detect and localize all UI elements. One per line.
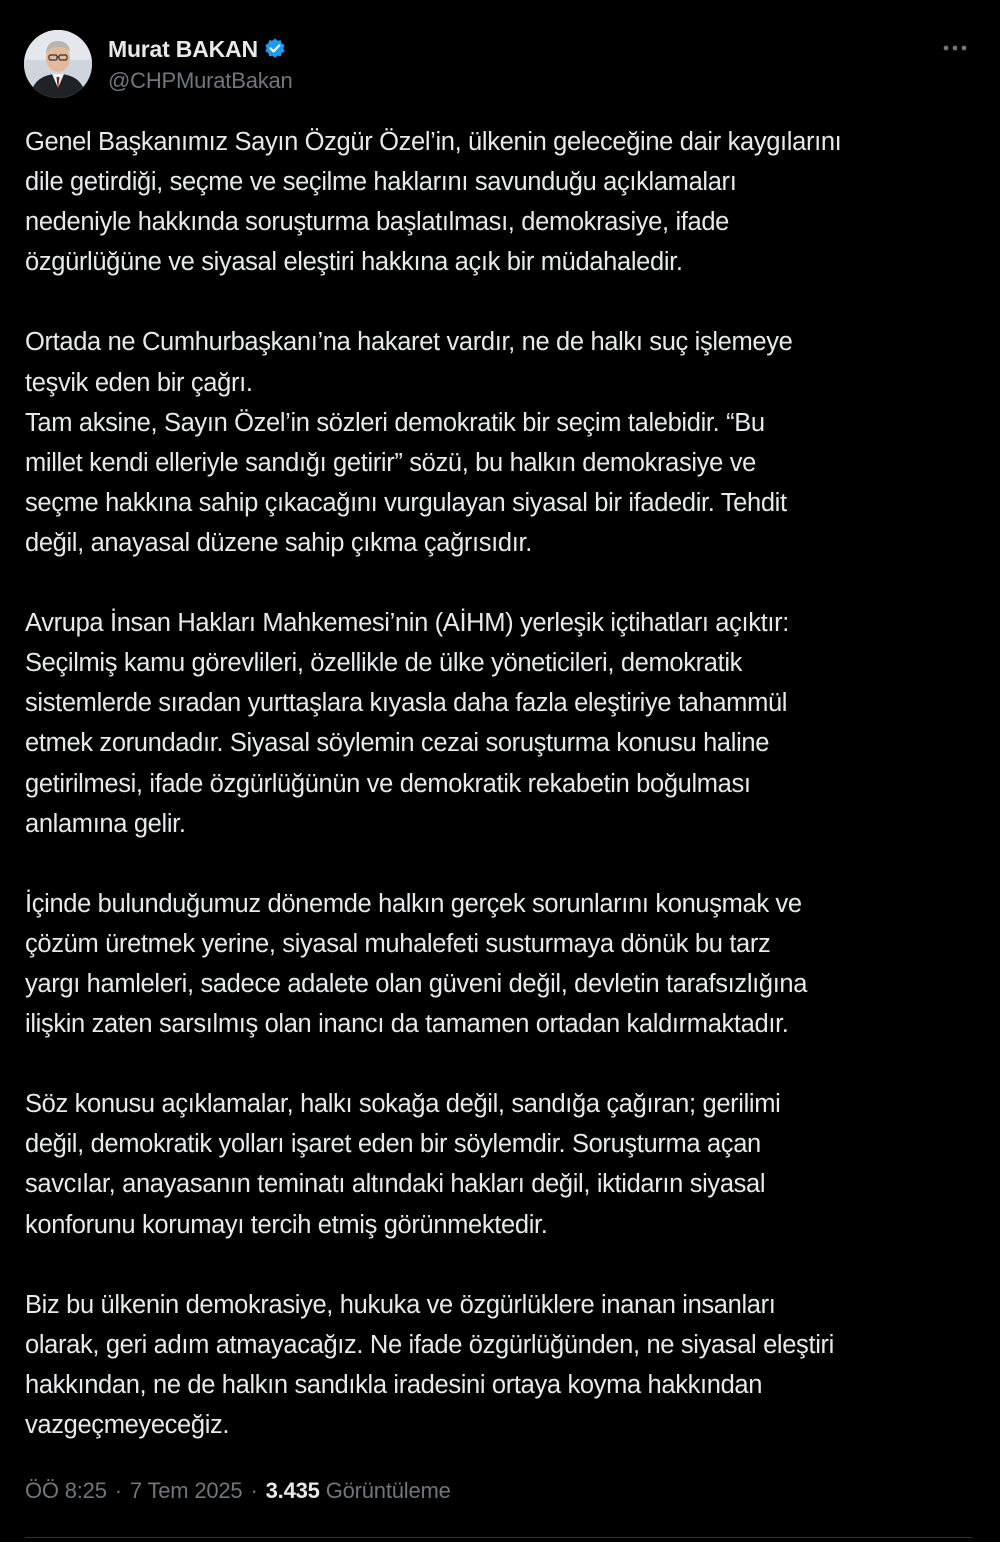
tweet-paragraph-6: Biz bu ülkenin demokrasiye, hukuka ve özgürlüklere inanan insanları olarak, geri adım atmayacağız. Ne ifade özgürlüğünden, ne siyasal eleştiri hakkından, ne de halkın sandıkla iradesini ortaya koyma hakkından vazgeçmeyeceğiz. xyxy=(25,1290,834,1439)
tweet-date[interactable]: 7 Tem 2025 xyxy=(129,1478,243,1503)
avatar[interactable] xyxy=(24,30,92,98)
verified-badge-icon xyxy=(263,37,287,61)
more-dots-icon xyxy=(942,44,968,52)
author-display-name[interactable]: Murat BAKAN xyxy=(108,35,258,62)
author-handle[interactable]: @CHPMuratBakan xyxy=(108,68,293,93)
tweet-time[interactable]: ÖÖ 8:25 xyxy=(25,1478,107,1503)
more-options-button[interactable] xyxy=(938,36,972,60)
author-identity xyxy=(108,34,293,94)
meta-separator: · xyxy=(114,1478,122,1503)
tweet-meta xyxy=(25,1478,451,1504)
tweet-paragraph-3: Avrupa İnsan Hakları Mahkemesi’nin (AİHM) yerleşik içtihatları açıktır: Seçilmiş kamu görevlileri, özellikle de ülke yöneticileri, demokratik sistemlerde sıradan yurttaşlara kıyasla daha fazla eleştiriye tahammül etmek zorundadır. Siyasal söylemin cezai soruşturma konusu haline getirilmesi, ifade özgürlüğünün ve demokratik rekabetin boğulması anlamına gelir. xyxy=(25,609,790,838)
meta-separator: · xyxy=(250,1478,258,1503)
divider xyxy=(25,1537,972,1538)
tweet-header xyxy=(24,30,976,100)
tweet-text xyxy=(25,122,980,1485)
author-name-row xyxy=(108,34,293,64)
tweet-paragraph-5: Söz konusu açıklamalar, halkı sokağa değil, sandığa çağıran; gerilimi değil, demokratik yolları işaret eden bir söylemdir. Soruşturma açan savcılar, anayasanın teminatı altındaki hakları değil, iktidarın siyasal konforunu korumayı tercih etmiş görünmektedir. xyxy=(25,1090,781,1239)
avatar-image xyxy=(24,30,92,98)
tweet-paragraph-2: Ortada ne Cumhurbaşkanı’na hakaret vardır, ne de halkı suç işlemeye teşvik eden bir çağrı. Tam aksine, Sayın Özel’in sözleri demokratik bir seçim talebidir. “Bu millet kendi elleriyle sandığı getirir” sözü, bu halkın demokrasiye ve seçme hakkına sahip çıkacağını vurgulayan siyasal bir ifadedir. Tehdit değil, anayasal düzene sahip çıkma çağrısıdır. xyxy=(25,328,793,557)
views-count[interactable]: 3.435 xyxy=(265,1478,320,1503)
tweet-paragraph-4: İçinde bulunduğumuz dönemde halkın gerçek sorunlarını konuşmak ve çözüm üretmek yerine, siyasal muhalefeti susturmaya dönük bu tarz yargı hamleleri, sadece adalete olan güveni değil, devletin tarafsızlığına ilişkin zaten sarsılmış olan inancı da tamamen ortadan kaldırmaktadır. xyxy=(25,889,808,1039)
tweet-paragraph-1: Genel Başkanımız Sayın Özgür Özel’in, ülkenin geleceğine dair kaygılarını dile getirdiği, seçme ve seçilme haklarını savunduğu açıklamaları nedeniyle hakkında soruşturma başlatılması, demokrasiye, ifade özgürlüğüne ve siyasal eleştiri hakkına açık bir müdahaledir. xyxy=(25,128,842,277)
views-label: Görüntüleme xyxy=(325,1478,451,1503)
